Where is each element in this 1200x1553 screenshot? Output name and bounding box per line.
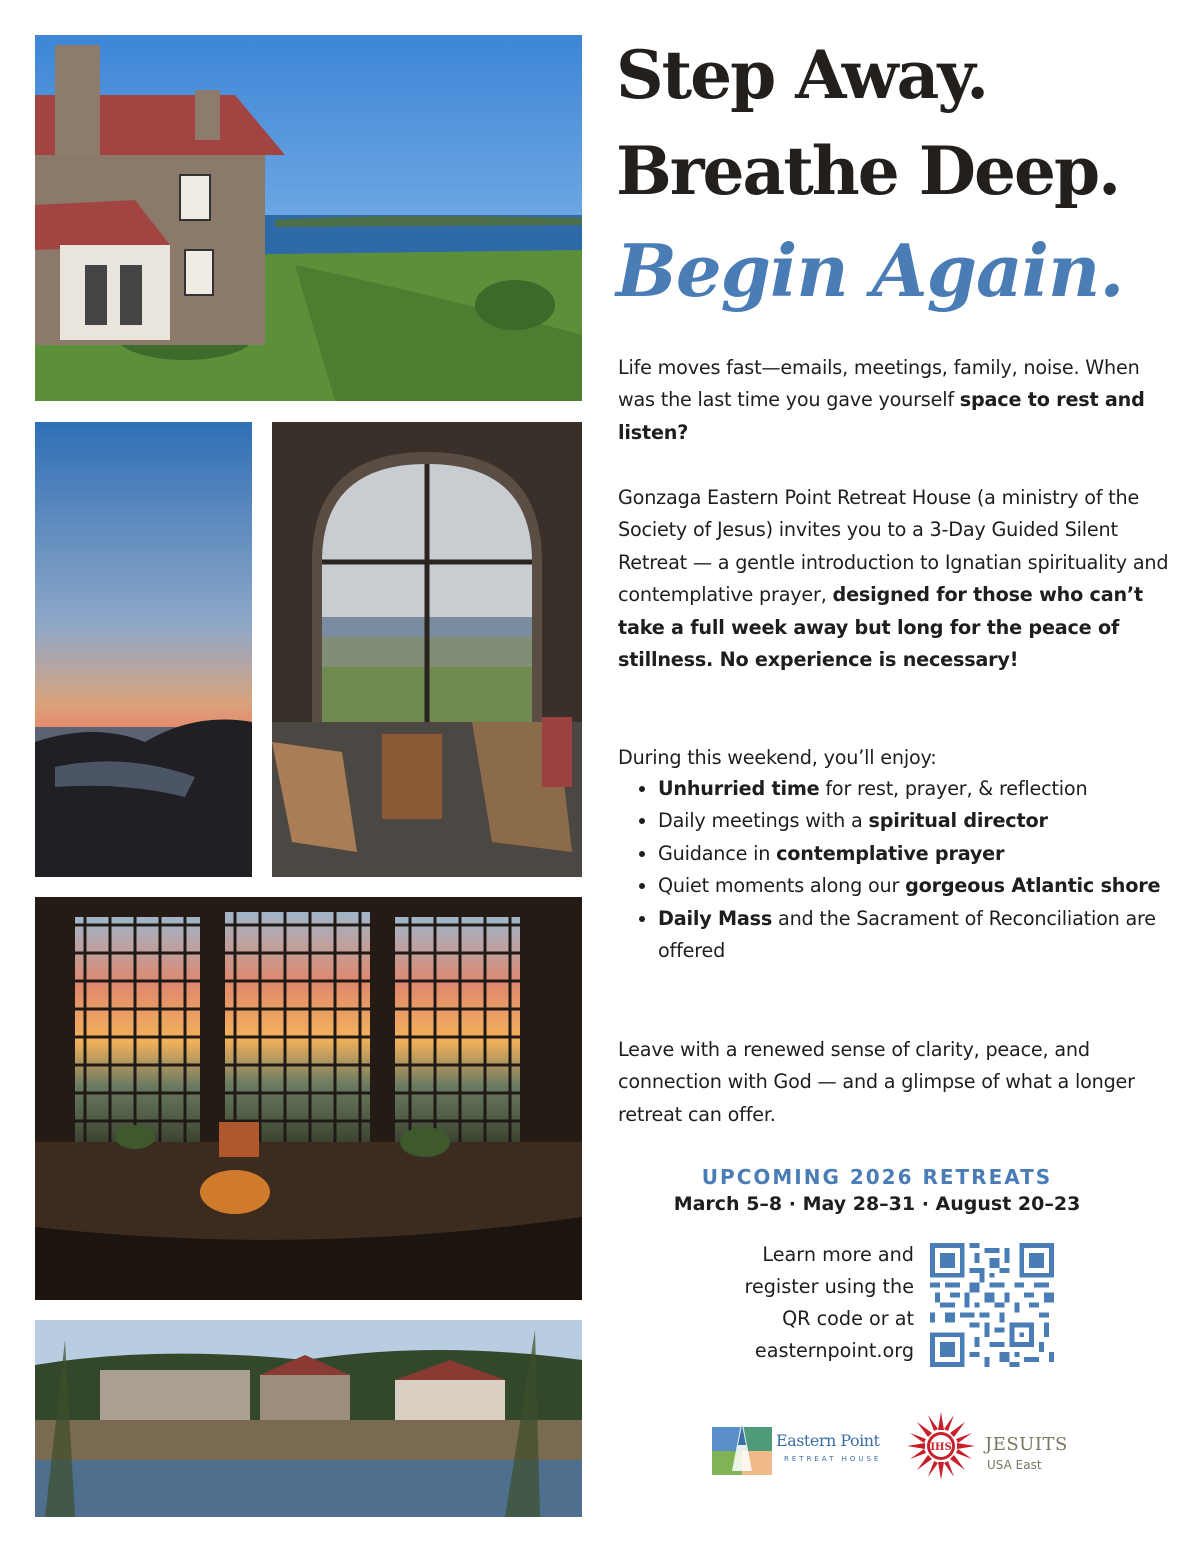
eastern-point-name: Eastern Point bbox=[776, 1431, 880, 1450]
register-line-1: Learn more and bbox=[762, 1243, 914, 1266]
benefit-item: • Unhurried time for rest, prayer, & reflection bbox=[658, 773, 1198, 805]
ihs-monogram: IHS bbox=[930, 1442, 952, 1453]
benefit-item: • Daily Mass and the Sacrament of Reconciliation are offered bbox=[658, 903, 1198, 968]
register-info bbox=[690, 1239, 914, 1367]
benefits-list bbox=[636, 773, 1198, 967]
intro-p2-text: Gonzaga Eastern Point Retreat House (a ministry of the Society of Jesus) invites you to a 3-Day Guided Silent Retreat — a gentle introduction to Ignatian spirituality and contemplative prayer, bbox=[618, 486, 1169, 607]
jesuits-region: USA East bbox=[987, 1458, 1042, 1472]
photo-retreat-house-waterfront bbox=[35, 1320, 582, 1517]
intro-p1-text: Life moves fast—emails, meetings, family, noise. When was the last time you gave yourself bbox=[618, 356, 1140, 412]
register-line-3: QR code or at bbox=[782, 1307, 914, 1330]
jesuits-name: JESUITS bbox=[985, 1434, 1068, 1455]
benefit-item: • Quiet moments along our gorgeous Atlantic shore bbox=[658, 870, 1198, 902]
upcoming-retreats-heading: UPCOMING 2026 RETREATS bbox=[701, 1165, 1053, 1189]
photo-sunset-rocks bbox=[35, 422, 252, 877]
headline-begin-again: Begin Again. bbox=[616, 228, 1124, 313]
benefits-intro: During this weekend, you’ll enjoy: bbox=[618, 746, 937, 769]
jesuits-seal-icon bbox=[905, 1410, 977, 1482]
eastern-point-subtitle: RETREAT HOUSE bbox=[784, 1455, 882, 1463]
intro-paragraph-2 bbox=[618, 482, 1178, 676]
photo-arched-window-porch bbox=[272, 422, 582, 877]
benefit-item: • Guidance in contemplative prayer bbox=[658, 838, 1198, 870]
closing-paragraph: Leave with a renewed sense of clarity, peace, and connection with God — and a glimpse of what a longer retreat can offer. bbox=[618, 1038, 1135, 1126]
qr-code-icon[interactable] bbox=[930, 1243, 1054, 1367]
register-line-2: register using the bbox=[744, 1275, 914, 1298]
eastern-point-logo-icon bbox=[712, 1415, 776, 1479]
photo-stone-house-ocean bbox=[35, 35, 582, 401]
intro-p2-bold: designed for those who can’t take a full week away but long for the peace of stillness. No experience is necessary! bbox=[618, 583, 1143, 672]
headline-breathe-deep: Breathe Deep. bbox=[616, 132, 1120, 210]
register-link[interactable]: easternpoint.org bbox=[754, 1339, 914, 1362]
headline-step-away: Step Away. bbox=[616, 36, 988, 114]
benefit-item: • Daily meetings with a spiritual director bbox=[658, 805, 1198, 837]
eastern-point-logo bbox=[712, 1415, 892, 1479]
retreat-dates: March 5–8 · May 28–31 · August 20–23 bbox=[673, 1193, 1081, 1215]
intro-paragraph-1 bbox=[618, 352, 1178, 449]
intro-p1-bold: space to rest and listen? bbox=[618, 388, 1145, 444]
photo-bay-window-sunrise bbox=[35, 897, 582, 1300]
jesuits-logo bbox=[905, 1410, 1075, 1482]
